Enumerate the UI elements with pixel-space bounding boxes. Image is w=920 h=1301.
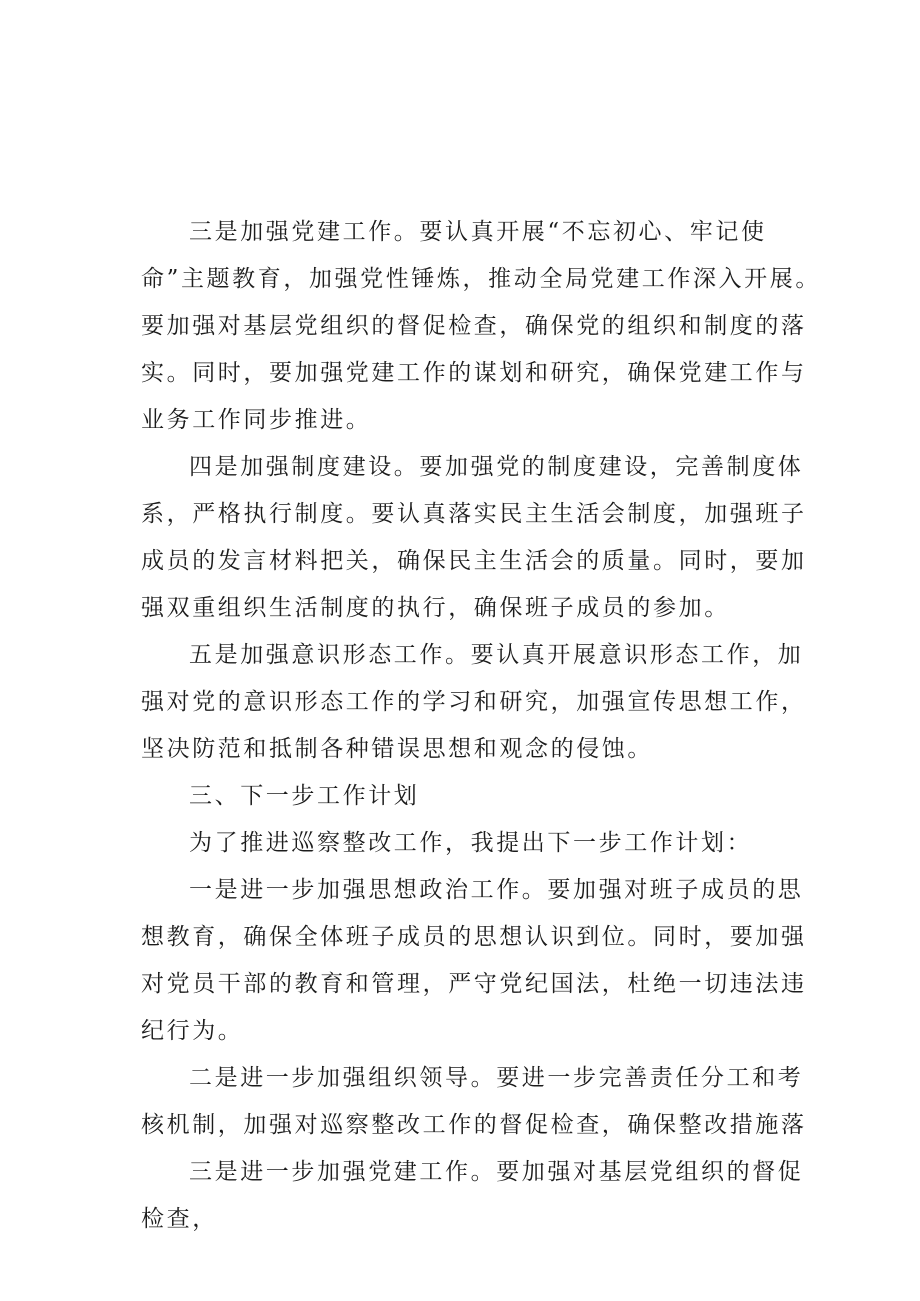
paragraph-party-building: 三是加强党建工作。要认真开展“不忘初心、牢记使命”主题教育，加强党性锤炼，推动全局党建工作深入开展。要加强对基层党组织的督促检查，确保党的组织和制度的落实。同时，要加强党建工作的谋划和研究，确保党建工作与业务工作同步推进。 [141,219,821,433]
paragraph-further-party-building: 三是进一步加强党建工作。要加强对基层党组织的督促检查， [141,1159,804,1232]
paragraph-political-work: 一是进一步加强思想政治工作。要加强对班子成员的思想教育，确保全体班子成员的思想认识到位。同时，要加强对党员干部的教育和管理，严守党纪国法，杜绝一切违法违纪行为。 [141,877,807,1044]
paragraph-organizational-leadership: 二是进一步加强组织领导。要进一步完善责任分工和考核机制，加强对巡察整改工作的督促检查，确保整改措施落 [141,1065,807,1138]
paragraph-ideology-work: 五是加强意识形态工作。要认真开展意识形态工作，加强对党的意识形态工作的学习和研究，加强宣传思想工作，坚决防范和抵制各种错误思想和观念的侵蚀。 [141,642,807,762]
paragraph-next-steps-intro: 为了推进巡察整改工作，我提出下一步工作计划： [189,830,753,856]
document-body [141,209,821,1243]
section-heading-next-steps: 三、下一步工作计划 [189,783,420,809]
paragraph-system-building: 四是加强制度建设。要加强党的制度建设，完善制度体系，严格执行制度。要认真落实民主生活会制度，加强班子成员的发言材料把关，确保民主生活会的质量。同时，要加强双重组织生活制度的执行，确保班子成员的参加。 [141,454,807,621]
